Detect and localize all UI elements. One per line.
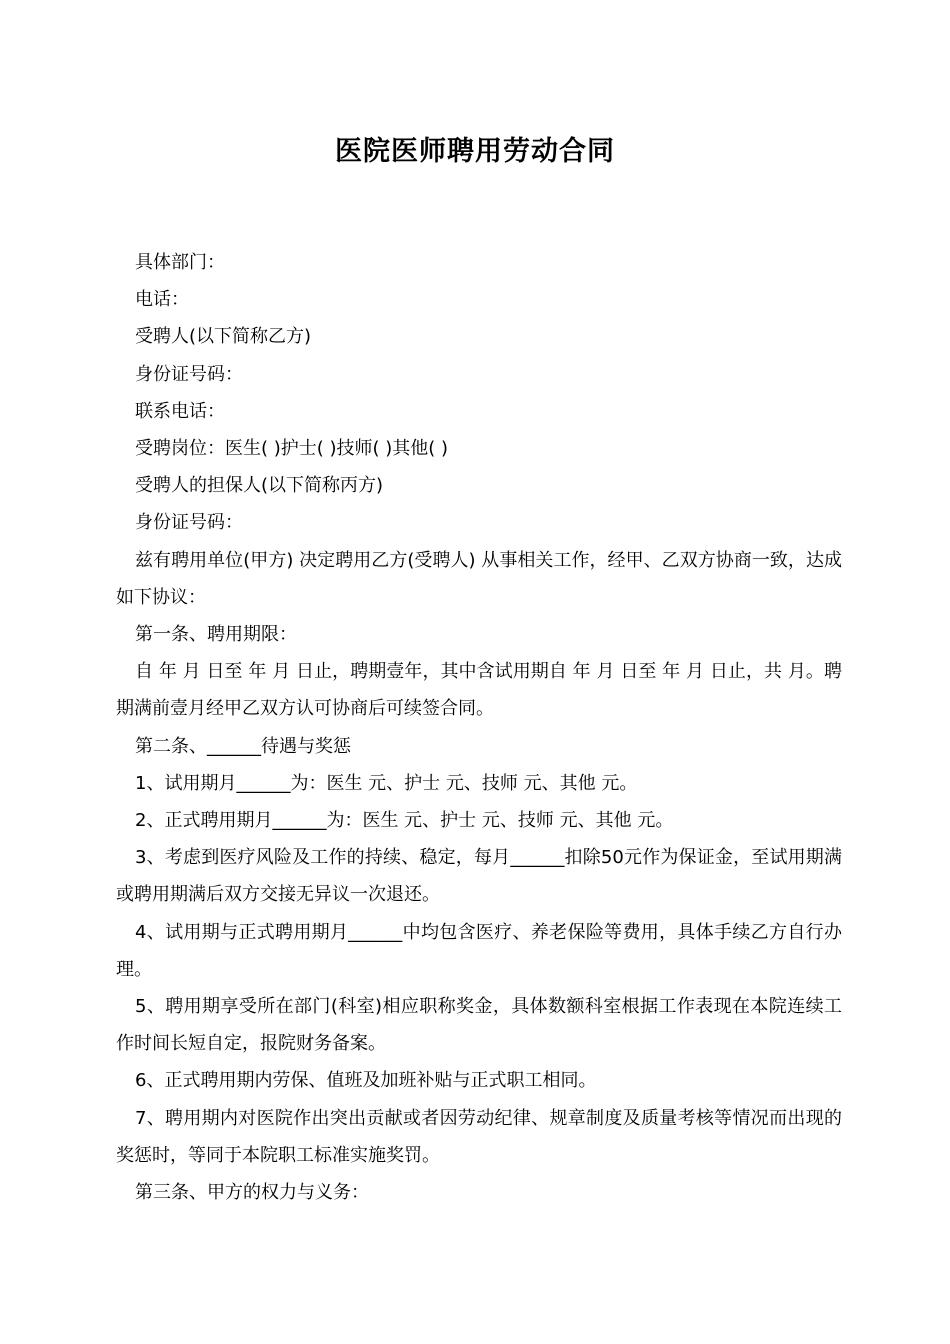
field-employee-id-number: 身份证号码： [135,363,243,385]
field-phone: 电话： [135,289,189,311]
field-employee: 受聘人(以下简称乙方) [135,326,312,348]
article-2-item-7: 7、聘用期内对医院作出突出贡献或者因劳动纪律、规章制度及质量考核等情况而出现的奖惩时，等同于本院职工标准实施奖罚。 [116,1107,842,1166]
field-guarantor-id-number: 身份证号码： [135,512,243,534]
article-2-item-4: 4、试用期与正式聘用期月______中均包含医疗、养老保险等费用，具体手续乙方自行办理。 [116,921,842,980]
document-title: 医院医师聘用劳动合同 [335,136,615,167]
article-1-heading: 第一条、聘用期限： [135,624,297,646]
field-guarantor: 受聘人的担保人(以下简称丙方) [135,475,384,497]
article-1-body: 自 年 月 日至 年 月 日止，聘期壹年，其中含试用期自 年 月 日至 年 月 日止，共 月。聘期满前壹月经甲乙双方认可协商后可续签合同。 [116,661,842,720]
paragraph-preamble: 兹有聘用单位(甲方) 决定聘用乙方(受聘人) 从事相关工作，经甲、乙双方协商一致，达成如下协议： [116,549,842,608]
article-3-heading: 第三条、甲方的权力与义务： [135,1182,369,1204]
article-2-item-6: 6、正式聘用期内劳保、值班及加班补贴与正式职工相同。 [135,1070,597,1092]
article-2-item-3: 3、考虑到医疗风险及工作的持续、稳定，每月______扣除50元作为保证金，至试用期满或聘用期满后双方交接无异议一次退还。 [116,847,842,906]
document-body [116,244,842,1211]
article-2-heading: 第二条、______待遇与奖惩 [135,735,351,757]
article-2-item-2: 2、正式聘用期月______为：医生 元、护士 元、技师 元、其他 元。 [135,810,674,832]
article-2-item-1: 1、试用期月______为：医生 元、护士 元、技师 元、其他 元。 [135,772,638,794]
field-position: 受聘岗位：医生( )护士( )技师( )其他( ) [135,438,449,460]
field-contact-phone: 联系电话： [135,400,225,422]
field-department: 具体部门： [135,252,225,273]
article-2-item-5: 5、聘用期享受所在部门(科室)相应职称奖金，具体数额科室根据工作表现在本院连续工作时间长短自定，报院财务备案。 [116,996,842,1055]
